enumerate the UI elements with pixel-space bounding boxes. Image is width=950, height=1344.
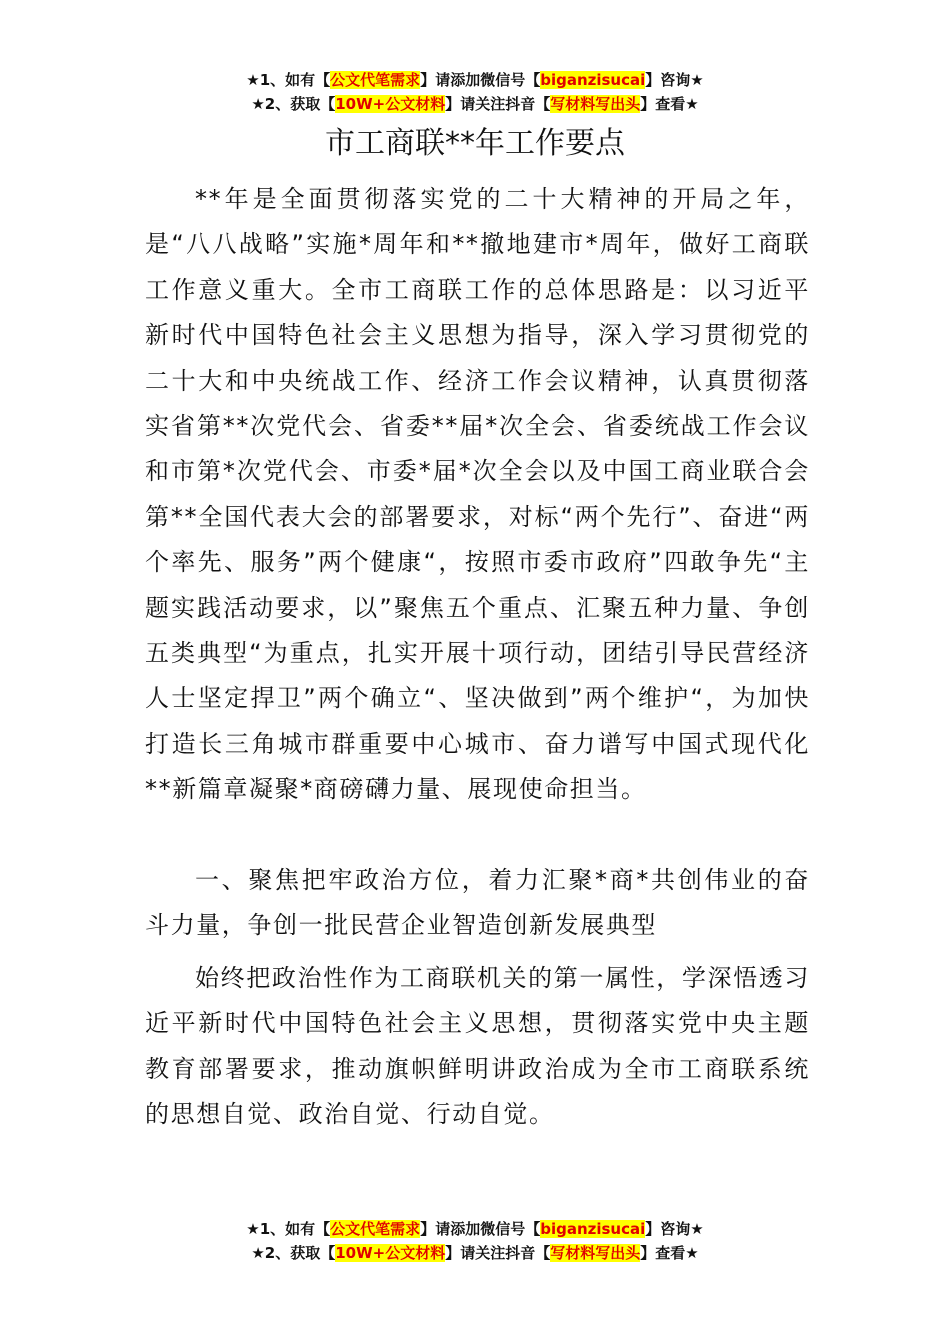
banner-highlight: 写材料写出头 [550, 1244, 641, 1262]
banner-line-1 [0, 68, 950, 92]
document-title: 市工商联**年工作要点 [325, 126, 625, 161]
banner-text: 】请添加微信号【 [420, 1220, 541, 1238]
banner-text: 】咨询★ [645, 1220, 704, 1238]
banner-highlight: biganzisucai [540, 71, 646, 89]
banner-line-1 [0, 1217, 950, 1241]
banner-text: 】查看★ [640, 95, 699, 113]
banner-highlight: 写材料写出头 [550, 95, 641, 113]
body-block-section-heading [145, 858, 810, 949]
banner-text: 】查看★ [640, 1244, 699, 1262]
banner-text: 】请关注抖音【 [445, 1244, 551, 1262]
banner-highlight: 公文代笔需求 [330, 71, 421, 89]
header-banner [0, 68, 950, 116]
banner-text: ★2、获取【 [251, 95, 336, 113]
banner-text: ★1、如有【 [246, 1220, 331, 1238]
section-heading-1: 一、聚焦把牢政治方位，着力汇聚*商*共创伟业的奋斗力量，争创一批民营企业智造创新发展典型 [145, 866, 810, 940]
body-block-section-text [145, 956, 810, 1138]
banner-text: 】咨询★ [645, 71, 704, 89]
banner-text: ★2、获取【 [251, 1244, 336, 1262]
paragraph-intro: **年是全面贯彻落实党的二十大精神的开局之年，是“八八战略”实施*周年和**撤地建市*周年，做好工商联工作意义重大。全市工商联工作的总体思路是：以习近平新时代中国特色社会主义思想为指导，深入学习贯彻党的二十大和中央统战工作、经济工作会议精神，认真贯彻落实省第**次党代会、省委**届*次全会、省委统战工作会议和市第*次党代会、市委*届*次全会以及中国工商业联合会第**全国代表大会的部署要求，对标“两个先行”、奋进“两个率先、服务”两个健康“，按照市委市政府”四敢争先“主题实践活动要求，以”聚焦五个重点、汇聚五种力量、争创五类典型“为重点，扎实开展十项行动，团结引导民营经济人士坚定捍卫”两个确立“、坚决做到”两个维护“，为加快打造长三角城市群重要中心城市、奋力谱写中国式现代化**新篇章凝聚*商磅礴力量、展现使命担当。 [145, 185, 810, 804]
banner-highlight: 10W+公文材料 [335, 95, 446, 113]
banner-line-2 [0, 92, 950, 116]
banner-highlight: biganzisucai [540, 1220, 646, 1238]
paragraph-section-1: 始终把政治性作为工商联机关的第一属性，学深悟透习近平新时代中国特色社会主义思想，贯彻落实党中央主题教育部署要求，推动旗帜鲜明讲政治成为全市工商联系统的思想自觉、政治自觉、行动自觉。 [145, 964, 810, 1129]
banner-highlight: 10W+公文材料 [335, 1244, 446, 1262]
banner-line-2 [0, 1241, 950, 1265]
banner-text: 】请关注抖音【 [445, 95, 551, 113]
banner-highlight: 公文代笔需求 [330, 1220, 421, 1238]
banner-text: 】请添加微信号【 [420, 71, 541, 89]
footer-banner [0, 1217, 950, 1265]
body-block-intro [145, 177, 810, 813]
banner-text: ★1、如有【 [246, 71, 331, 89]
